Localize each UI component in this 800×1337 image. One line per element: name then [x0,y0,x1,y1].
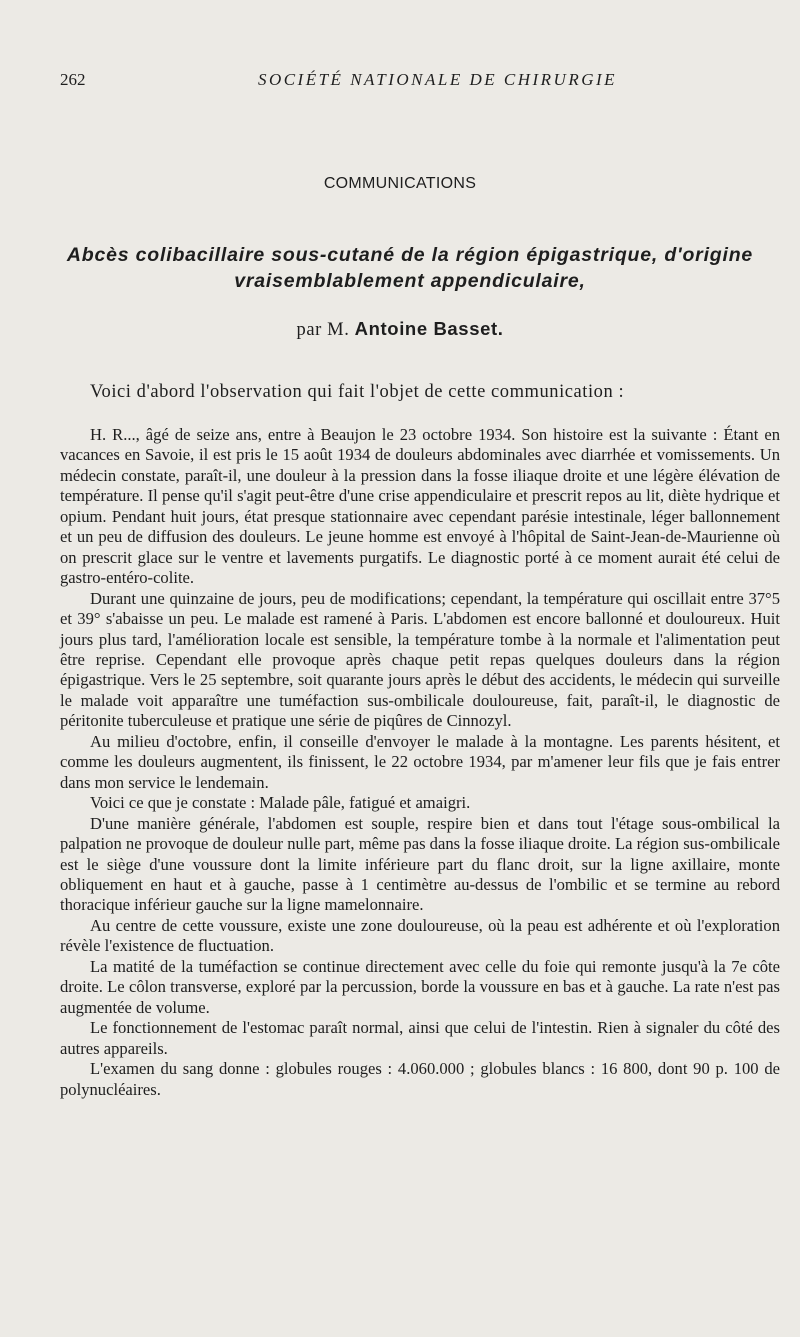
lead-sentence: Voici d'abord l'observation qui fait l'objet de cette communication : [90,382,625,402]
paragraph: D'une manière générale, l'abdomen est souple, respire bien et dans tout l'étage sous-ombilical la palpation ne provoque de douleur nulle part, même pas dans la fosse iliaque droite. La région sus-ombilicale est le siège d'une voussure dont la limite inférieure part du flanc droit, sur la ligne axillaire, monte obliquement en haut et à gauche, passe à 1 centimètre au-dessus de l'ombilic et se termine au rebord thoracique inférieur gauche sur la ligne mamelonnaire. [60,813,780,915]
section-heading: COMMUNICATIONS [323,175,477,192]
paragraph: Le fonctionnement de l'estomac paraît normal, ainsi que celui de l'intestin. Rien à signaler du côté des autres appareils. [60,1018,780,1058]
paragraph: Au milieu d'octobre, enfin, il conseille d'envoyer le malade à la montagne. Les parents hésitent, et comme les douleurs augmentent, ils finissent, le 22 octobre 1934, par m'amener leur fils que je fais entrer dans mon service le lendemain. [60,731,780,792]
paragraph: Durant une quinzaine de jours, peu de modifications; cependant, la température qui oscillait entre 37°5 et 39° s'abaisse un peu. Le malade est ramené à Paris. L'abdomen est encore ballonné et douloureux. Huit jours plus tard, l'amélioration locale est sensible, la température tombe à la normale et l'alimentation peut être reprise. Cependant elle provoque après chaque petit repas quelques douleurs dans la région épigastrique. Vers le 25 septembre, soit quarante jours après le début des accidents, le médecin qui surveille le malade voit apparaître une tuméfaction sus-ombilicale douloureuse, fait, paraît-il, le diagnostic de péritonite tuberculeuse et pratique une série de piqûres de Cinnozyl. [60,588,780,731]
article-title: Abcès colibacillaire sous-cutané de la région épigastrique, d'origine vraisemblablement appendiculaire, [66,244,754,292]
paragraph: La matité de la tuméfaction se continue directement avec celle du foie qui remonte jusqu'à la 7e côte droite. Le côlon transverse, exploré par la percussion, borde la voussure en bas et à gauche. La rate n'est pas augmentée de volume. [60,956,780,1017]
paragraph: H. R..., âgé de seize ans, entre à Beaujon le 23 octobre 1934. Son histoire est la suivante : Étant en vacances en Savoie, il est pris le 15 août 1934 de douleurs abdominales avec diarrhée et vomissements. Un médecin constate, paraît-il, une douleur à la pression dans la fosse iliaque droite et une légère élévation de température. Il pense qu'il s'agit peut-être d'une crise appendiculaire et prescrit repos au lit, diète hydrique et opium. Pendant huit jours, état presque stationnaire avec cependant parésie intestinale, léger ballonnement et un peu de diffusion des douleurs. Le jeune homme est envoyé à l'hôpital de Saint-Jean-de-Maurienne où on prescrit glace sur le ventre et lavements purgatifs. Le diagnostic porté à ce moment aurait été celui de gastro-entéro-colite. [60,425,780,588]
journal-title: SOCIÉTÉ NATIONALE DE CHIRURGIE [257,70,618,89]
paragraph: Au centre de cette voussure, existe une zone douloureuse, où la peau est adhérente et où l'exploration révèle l'existence de fluctuation. [60,915,780,956]
byline [0,318,800,341]
paragraph: Voici ce que je constate : Malade pâle, fatigué et amaigri. [90,793,471,813]
running-head [60,70,775,94]
paragraph: L'examen du sang donne : globules rouges : 4.060.000 ; globules blancs : 16 800, dont 90 p. 100 de polynucléaires. [60,1059,780,1099]
page-number: 262 [60,70,86,89]
byline-prefix: par M. [296,320,350,340]
article-body [60,425,780,1100]
author-name: Antoine Basset. [354,318,504,339]
